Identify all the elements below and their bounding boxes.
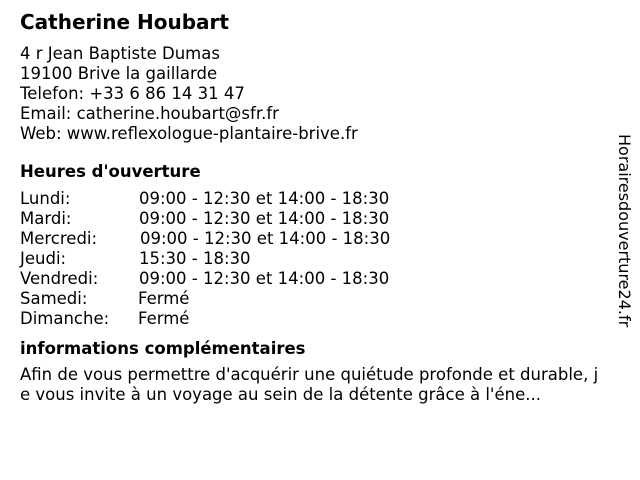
website-link[interactable]: Web: www.reflexologue-plantaire-brive.fr — [20, 124, 358, 143]
phone-number[interactable]: Telefon: +33 6 86 14 31 47 — [20, 84, 245, 103]
email-address[interactable]: Email: catherine.houbart@sfr.fr — [20, 104, 279, 123]
business-card — [20, 8, 610, 405]
day-label: Dimanche: — [20, 309, 110, 328]
day-label: Vendredi: — [20, 269, 99, 288]
hours-row-monday — [20, 189, 610, 209]
time-value: 09:00 - 12:30 et 14:00 - 18:30 — [140, 229, 391, 248]
hours-row-saturday — [20, 289, 610, 309]
day-label: Mardi: — [20, 209, 72, 228]
additional-info-title: informations complémentaires — [20, 339, 306, 358]
day-label: Lundi: — [20, 189, 71, 208]
contact-block — [20, 44, 610, 144]
address-street: 4 r Jean Baptiste Dumas — [20, 44, 220, 63]
time-value: Fermé — [138, 309, 190, 328]
hours-row-thursday — [20, 249, 610, 269]
time-value: 09:00 - 12:30 et 14:00 - 18:30 — [139, 269, 390, 288]
opening-hours-title: Heures d'ouverture — [20, 162, 201, 181]
opening-hours-table — [20, 189, 610, 329]
hours-row-sunday — [20, 309, 610, 329]
hours-row-friday — [20, 269, 610, 289]
day-label: Jeudi: — [20, 249, 67, 268]
time-value: 15:30 - 18:30 — [139, 249, 251, 268]
site-brand-watermark: Horairesdouverture24.fr — [615, 134, 634, 328]
hours-row-wednesday — [20, 229, 610, 249]
address-city: 19100 Brive la gaillarde — [20, 64, 218, 83]
day-label: Mercredi: — [20, 229, 98, 248]
additional-info-text: Afin de vous permettre d'acquérir une quiétude profonde et durable, je vous invite à un voyage au sein de la détente grâce à l'éne... — [20, 365, 599, 404]
day-label: Samedi: — [20, 289, 88, 308]
time-value: 09:00 - 12:30 et 14:00 - 18:30 — [139, 209, 390, 228]
business-name: Catherine Houbart — [20, 10, 229, 34]
time-value: 09:00 - 12:30 et 14:00 - 18:30 — [139, 189, 390, 208]
hours-row-tuesday — [20, 209, 610, 229]
time-value: Fermé — [138, 289, 190, 308]
